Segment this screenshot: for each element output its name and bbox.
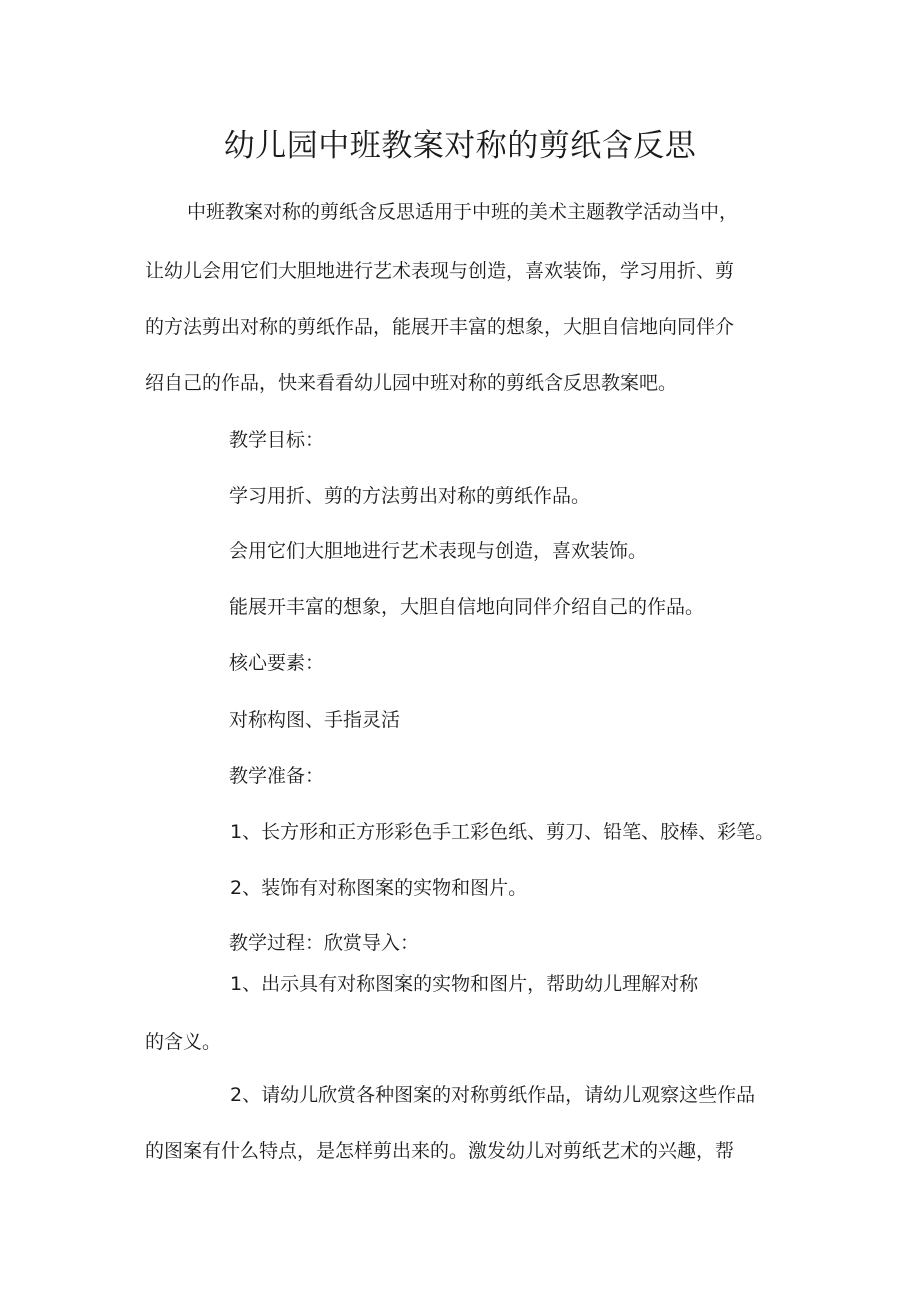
goal-item-3: 能展开丰富的想象，大胆自信地向同伴介绍自己的作品。 [229, 596, 705, 618]
core-text: 对称构图、手指灵活 [229, 709, 401, 731]
goals-heading: 教学目标： [229, 429, 325, 451]
process-line-1: 1、出示具有对称图案的实物和图片，帮助幼儿理解对称 [230, 973, 699, 995]
intro-line-2: 让幼儿会用它们大胆地进行艺术表现与创造，喜欢装饰，学习用折、剪 [145, 260, 735, 282]
page-title: 幼儿园中班教案对称的剪纸含反思 [223, 128, 697, 164]
goal-item-1: 学习用折、剪的方法剪出对称的剪纸作品。 [229, 485, 591, 507]
prep-heading: 教学准备： [229, 765, 325, 787]
intro-line-1: 中班教案对称的剪纸含反思适用于中班的美术主题教学活动当中， [187, 201, 739, 223]
prep-item-2: 2、装饰有对称图案的实物和图片。 [230, 877, 528, 899]
process-line-4: 的图案有什么特点，是怎样剪出来的。激发幼儿对剪纸艺术的兴趣，帮 [145, 1140, 735, 1162]
intro-line-3: 的方法剪出对称的剪纸作品，能展开丰富的想象，大胆自信地向同伴介 [145, 316, 735, 338]
process-line-3: 2、请幼儿欣赏各种图案的对称剪纸作品，请幼儿观察这些作品 [230, 1084, 756, 1106]
prep-item-1: 1、长方形和正方形彩色手工彩色纸、剪刀、铅笔、胶棒、彩笔。 [230, 821, 775, 843]
core-heading: 核心要素： [229, 652, 325, 674]
process-heading: 教学过程：欣赏导入： [229, 932, 420, 954]
intro-line-4: 绍自己的作品，快来看看幼儿园中班对称的剪纸含反思教案吧。 [145, 372, 678, 394]
process-line-2: 的含义。 [145, 1031, 222, 1053]
goal-item-2: 会用它们大胆地进行艺术表现与创造，喜欢装饰。 [229, 540, 648, 562]
